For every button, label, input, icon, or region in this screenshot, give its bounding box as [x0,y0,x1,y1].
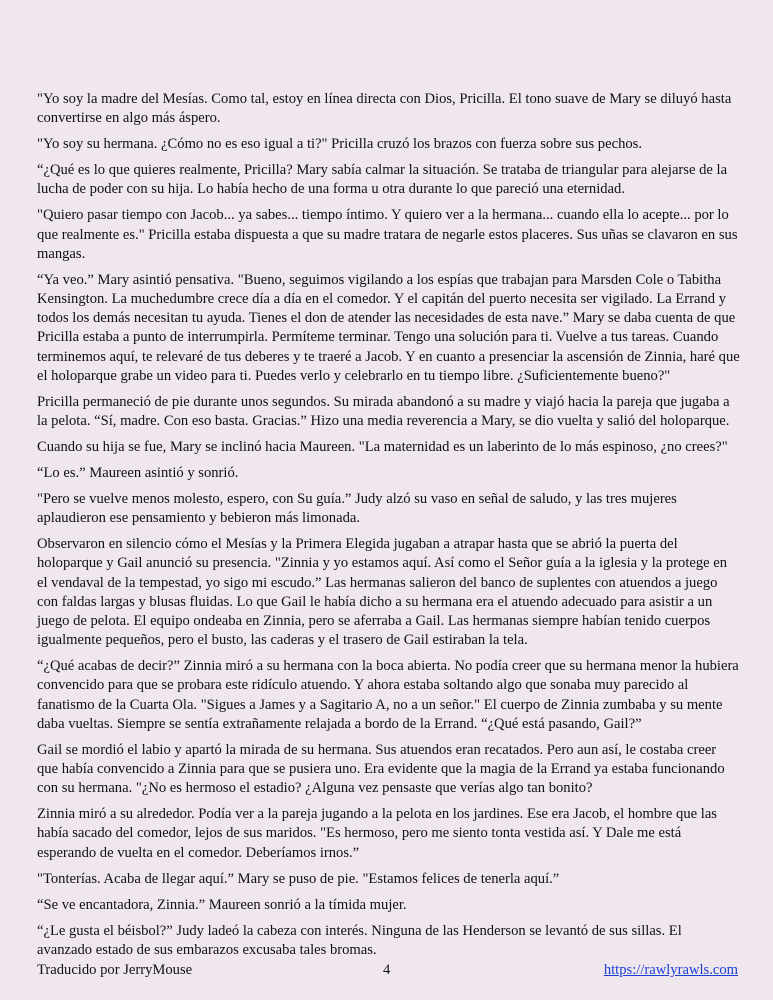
page-number: 4 [383,962,391,978]
paragraph: "Quiero pasar tiempo con Jacob... ya sabes... tiempo íntimo. Y quiero ver a la hermana... cuando ella lo acepte... por lo que realmente es." Pricilla estaba dispuesta a que su madre tratara de negarle estos placeres. Sus uñas se clavaron en sus mangas. [37,207,738,262]
paragraph: “Lo es.” Maureen asintió y sonrió. [37,465,239,482]
paragraph: Observaron en silencio cómo el Mesías y la Primera Elegida jugaban a atrapar hasta que se abrió la puerta del holoparque y Gail anunció su presencia. "Zinnia y yo estamos aquí. Así como el Señor guía a la iglesia y la protege en el vendaval de la tempestad, yo sigo mi escudo.” Las hermanas salieron del banco de suplentes con atuendos a juego con faldas largas y blusas fluidas. Lo que Gail le había dicho a su hermana era el atuendo adecuado para asistir a un juego de pelota. El equipo ondeaba en Zinnia, pero se aferraba a Gail. Las hermanas siempre habían tenido cuerpos igualmente pequeños, pero el busto, las caderas y el trasero de Gail estiraban la tela. [37,536,728,649]
paragraph: “¿Qué acabas de decir?” Zinnia miró a su hermana con la boca abierta. No podía creer que su hermana menor la hubiera convencido para que se probara este ridículo atuendo. Y ahora estaba soltando algo que sonaba muy parecido al fanatismo de la Cuarta Ola. "Sigues a James y a Sagitario A, no a un señor." El cuerpo de Zinnia zumbaba y su mente daba vueltas. Siempre se sentía extrañamente relajada a bordo de la Errand. “¿Qué está pasando, Gail?” [37,658,739,732]
paragraph: "Pero se vuelve menos molesto, espero, con Su guía.” Judy alzó su vaso en señal de saludo, y las tres mujeres aplaudieron ese pensamiento y bebieron más limonada. [37,491,677,527]
website-link[interactable]: https://rawlyrawls.com [603,962,738,978]
paragraph: "Tonterías. Acaba de llegar aquí.” Mary se puso de pie. "Estamos felices de tenerla aquí.” [37,870,560,887]
paragraph: "Yo soy su hermana. ¿Cómo no es eso igual a ti?" Pricilla cruzó los brazos con fuerza sobre sus pechos. [37,136,642,153]
paragraph: Pricilla permaneció de pie durante unos segundos. Su mirada abandonó a su madre y viajó hacia la pareja que jugaba a la pelota. “Sí, madre. Con eso basta. Gracias.” Hizo una media reverencia a Mary, se dio vuelta y salió del holoparque. [37,393,730,430]
paragraph: Gail se mordió el labio y apartó la mirada de su hermana. Sus atuendos eran recatados. Pero aun así, le costaba creer que había convencido a Zinnia para que se pusiera uno. Era evidente que la magia de la Errand ya estaba funcionando con su hermana. "¿No es hermoso el estadio? ¿Alguna vez pensaste que verías algo tan bonito? [37,741,725,797]
paragraph: "Yo soy la madre del Mesías. Como tal, estoy en línea directa con Dios, Pricilla. El tono suave de Mary se diluyó hasta convertirse en algo más áspero. [37,91,732,127]
paragraph: “Se ve encantadora, Zinnia.” Maureen sonrió a la tímida mujer. [37,896,407,913]
paragraph: Zinnia miró a su alrededor. Podía ver a la pareja jugando a la pelota en los jardines. Ese era Jacob, el hombre que las había sacado del comedor, lejos de sus maridos. "Es hermoso, pero me siento tonta vestida así. Y Dale me está esperando de vuelta en el comedor. Deberíamos irnos.” [37,806,717,861]
paragraph: Cuando su hija se fue, Mary se inclinó hacia Maureen. "La maternidad es un laberinto de lo más espinoso, ¿no crees?" [37,439,728,456]
paragraph: “¿Qué es lo que quieres realmente, Pricilla? Mary sabía calmar la situación. Se trataba de triangular para alejarse de la lucha de poder con su hija. Lo había hecho de una forma u otra durante lo que pareció una eternidad. [37,162,728,198]
paragraph: “¿Le gusta el béisbol?” Judy ladeó la cabeza con interés. Ninguna de las Henderson se levantó de sus sillas. El avanzado estado de sus embarazos excusaba tales bromas. [37,922,682,958]
page-body [37,90,740,967]
paragraph: “Ya veo.” Mary asintió pensativa. "Bueno, seguimos vigilando a los espías que trabajan para Marsden Cole o Tabitha Kensington. La muchedumbre crece día a día en el comedor. Y el capitán del puerto necesita ser vigilado. La Errand y todos los demás necesitan tu ayuda. Tienes el don de atender las necesidades de esta nave.” Mary se daba cuenta de que Pricilla estaba a punto de interrumpirla. Permíteme terminar. Tengo una solución para ti. Vuelve a tus tareas. Cuando terminemos aquí, te relevaré de tus deberes y te traeré a Jacob. Y en cuanto a presenciar la ascensión de Zinnia, haré que el holoparque grabe un video para ti. Puedes verlo y celebrarlo en tu tiempo libre. ¿Suficientemente bueno?" [37,271,740,384]
translator-credit: Traducido por JerryMouse [37,962,193,978]
